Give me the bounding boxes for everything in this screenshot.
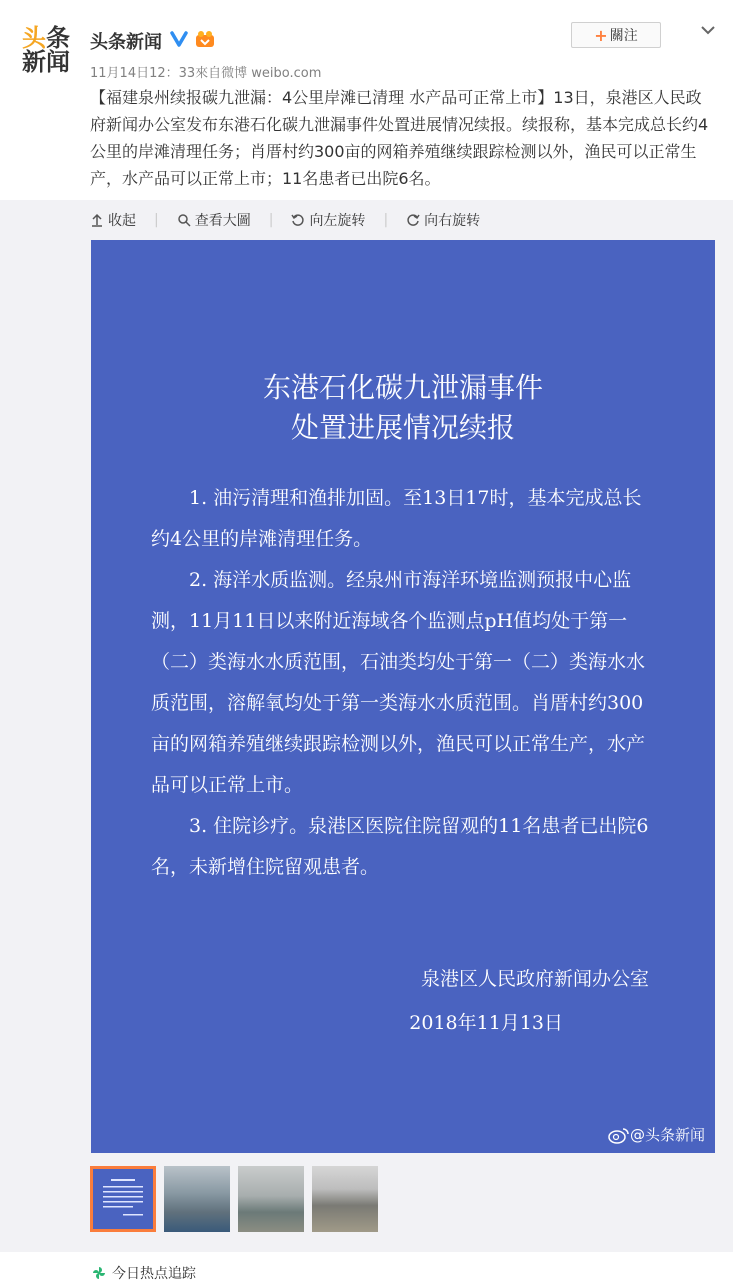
document-paragraph: 1. 油污清理和渔排加固。至13日17时，基本完成总长约4公里的岸滩清理任务。 <box>151 487 642 550</box>
verified-icon <box>170 29 188 47</box>
member-badge-icon <box>194 29 216 49</box>
hot-topic-link[interactable]: 今日热点追踪 <box>92 1263 196 1283</box>
document-title-line2: 处置进展情况续报 <box>290 411 515 444</box>
post-meta: 11月14日12：33來自微博 weibo.com <box>90 66 322 81</box>
post-header <box>0 0 733 200</box>
image-toolbar: 收起 | 查看大圖 | 向左旋转 | 向右旋转 <box>90 210 498 230</box>
thumbnail-photo[interactable] <box>164 1166 230 1232</box>
document-body <box>151 478 657 888</box>
rotate-right-icon <box>406 213 420 227</box>
document-thumbnail-icon <box>101 1177 145 1221</box>
thumbnail-photo[interactable] <box>312 1166 378 1232</box>
collapse-icon <box>90 213 104 227</box>
avatar[interactable]: 头条 新闻 <box>22 24 70 76</box>
username[interactable]: 头条新闻 <box>90 32 162 53</box>
collapse-button[interactable]: 收起 <box>90 210 136 230</box>
chevron-down-icon[interactable] <box>698 20 718 40</box>
plus-icon: + <box>594 25 608 45</box>
document-paragraph: 2. 海洋水质监测。经泉州市海洋环境监测预报中心监测，11月11日以来附近海域各个监测点pH值均处于第一（二）类海水水质范围，石油类均处于第一（二）类海水水质范围，溶解氧均处于第一类海水水质范围。肖厝村约300亩的网箱养殖继续跟踪检测以外，渔民可以正常生产，水产品可以正常上市。 <box>151 569 646 796</box>
magnifier-icon <box>177 213 191 227</box>
follow-button[interactable]: + 關注 <box>571 22 661 48</box>
thumbnail-selected[interactable] <box>90 1166 156 1232</box>
document-date: 2018年11月13日 <box>409 1012 563 1034</box>
document-title-line1: 东港石化碳九泄漏事件 <box>262 371 543 404</box>
thumbnail-photo[interactable] <box>238 1166 304 1232</box>
watermark: @头条新闻 <box>608 1124 705 1145</box>
rotate-left-icon <box>291 213 305 227</box>
rotate-right-button[interactable]: 向右旋转 <box>406 210 480 230</box>
post-text: 【福建泉州续报碳九泄漏：4公里岸滩已清理 水产品可正常上市】13日，泉港区人民政府新闻办公室发布东港石化碳九泄漏事件处置进展情况续报。续报称，基本完成总长约4公里的岸滩清理任务；肖厝村约300亩的网箱养殖继续跟踪检测以外，渔民可以正常生产，水产品可以正常上市；11名患者已出院6名。 <box>90 88 709 188</box>
document-paragraph: 3. 住院诊疗。泉港区医院住院留观的11名患者已出院6名，未新增住院留观患者。 <box>151 815 649 878</box>
pinwheel-icon <box>92 1266 106 1280</box>
view-large-button[interactable]: 查看大圖 <box>177 210 251 230</box>
thumbnail-strip <box>90 1166 386 1232</box>
document-signature: 泉港区人民政府新闻办公室 <box>420 968 649 990</box>
document-image[interactable] <box>91 240 715 1153</box>
weibo-logo-icon <box>608 1126 630 1144</box>
rotate-left-button[interactable]: 向左旋转 <box>291 210 365 230</box>
